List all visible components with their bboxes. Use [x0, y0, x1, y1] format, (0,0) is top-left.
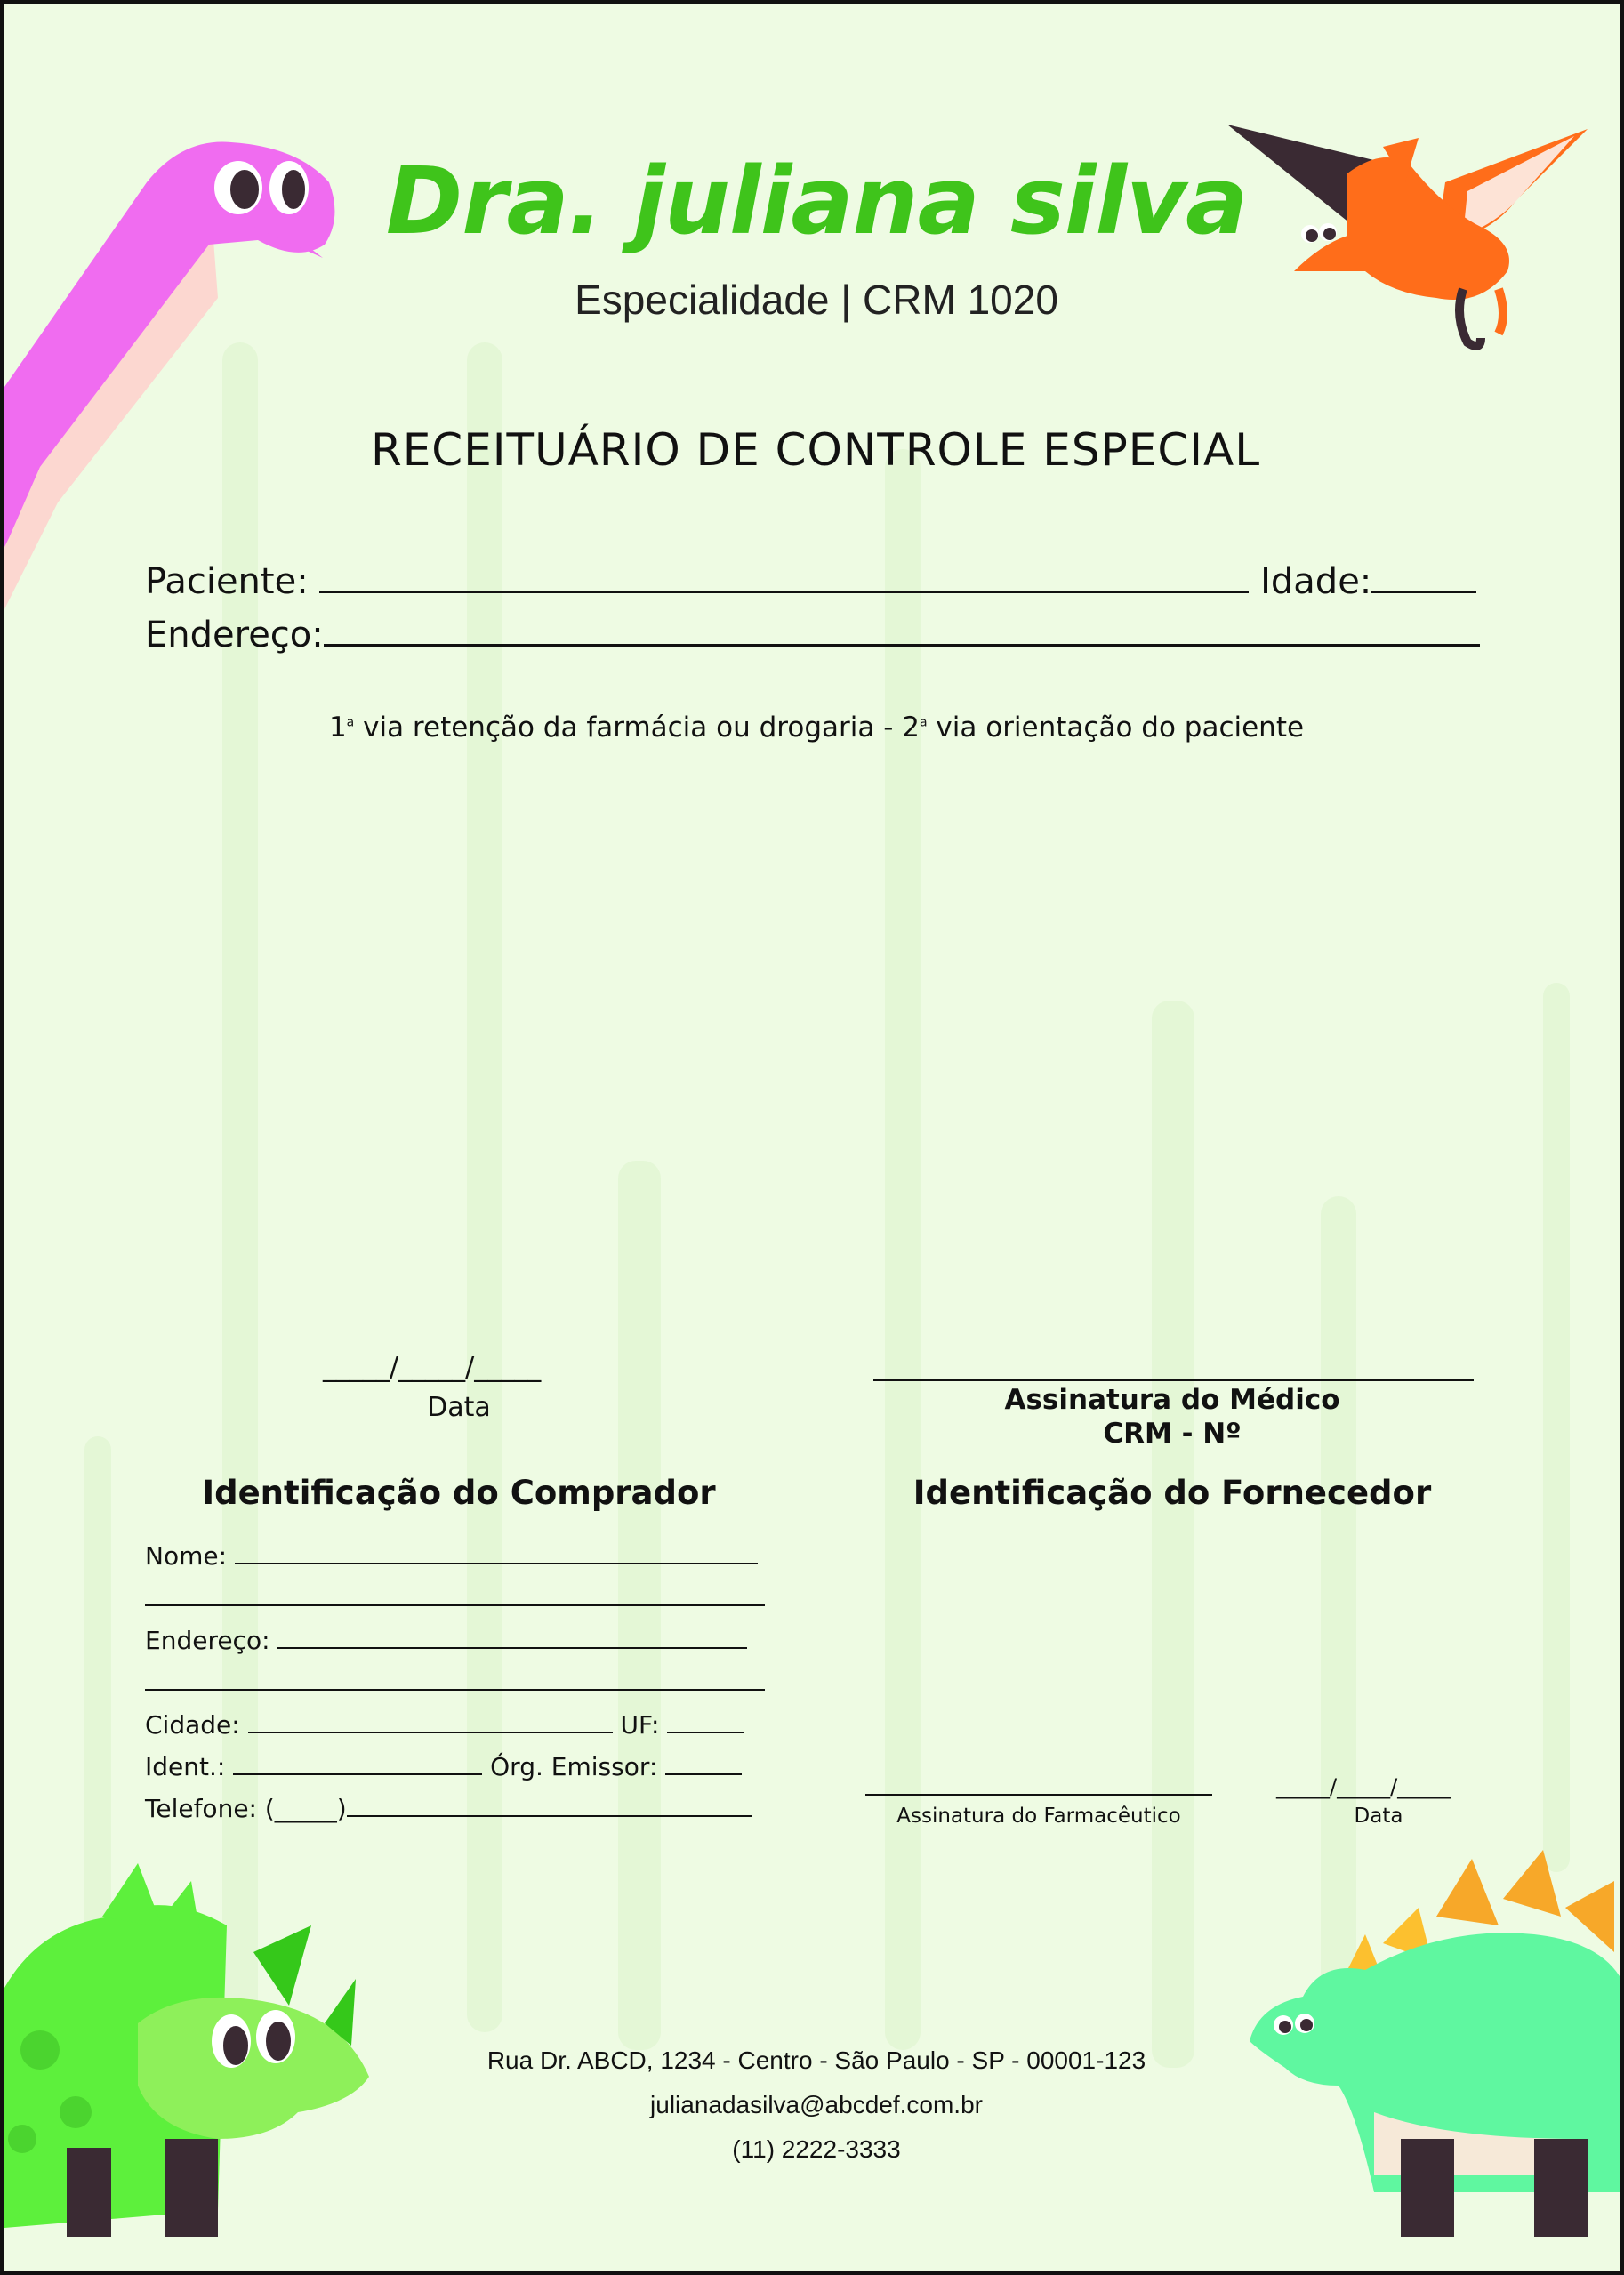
- doctor-signature-label: Assinatura do Médico CRM - Nº: [1004, 1384, 1340, 1450]
- buyer-address-row: Endereço:: [145, 1626, 747, 1655]
- patient-name-label: Paciente:: [145, 561, 309, 602]
- date-field[interactable]: _____/_____/_____: [323, 1352, 542, 1383]
- doctor-signature-line[interactable]: [873, 1379, 1474, 1381]
- buyer-city-row: Cidade: UF:: [145, 1710, 744, 1740]
- buyer-issuer-field[interactable]: [665, 1754, 742, 1775]
- via-note: 1$^a$ via retenção da farmácia ou drogaria - 2$^a$ via orientação do paciente: [328, 711, 1305, 744]
- patient-address-field[interactable]: [324, 619, 1480, 647]
- buyer-address-field-2[interactable]: [145, 1669, 765, 1691]
- footer-email: julianadasilva@abcdef.com.br: [650, 2091, 983, 2118]
- buyer-address-field[interactable]: [277, 1628, 747, 1649]
- patient-name-row: [145, 561, 1476, 602]
- buyer-phone-row: Telefone: (_____): [145, 1794, 752, 1823]
- supplier-heading: Identificação do Fornecedor: [912, 1474, 1432, 1512]
- patient-age-label: Idade:: [1260, 561, 1372, 602]
- prescription-title: RECEITUÁRIO DE CONTROLE ESPECIAL: [370, 424, 1261, 476]
- footer-phone: (11) 2222-3333: [732, 2135, 901, 2163]
- mint-stegosaurus-illustration: [1223, 1819, 1624, 2246]
- pharmacist-signature-line[interactable]: [865, 1794, 1212, 1796]
- supplier-date-label: Data: [1354, 1805, 1403, 1828]
- buyer-city-field[interactable]: [248, 1712, 613, 1733]
- buyer-heading: Identificação do Comprador: [202, 1474, 716, 1512]
- supplier-date-field[interactable]: _____/_____/_____: [1276, 1774, 1451, 1799]
- buyer-phone-field[interactable]: [347, 1796, 752, 1817]
- patient-name-field[interactable]: [319, 566, 1249, 593]
- buyer-name-field-2[interactable]: [145, 1585, 765, 1606]
- patient-address-row: [145, 615, 1480, 655]
- buyer-address-continuation: [145, 1668, 765, 1697]
- green-triceratops-illustration: [4, 1854, 396, 2246]
- doctor-name: Dra. juliana silva: [385, 147, 1248, 255]
- date-label: Data: [427, 1392, 491, 1423]
- crm-number-label: CRM - Nº: [1103, 1418, 1242, 1450]
- orange-pterodactyl-illustration: [1214, 111, 1605, 378]
- footer-address: Rua Dr. ABCD, 1234 - Centro - São Paulo - SP - 00001-123: [486, 2046, 1146, 2074]
- pharmacist-signature-label: Assinatura do Farmacêutico: [896, 1805, 1181, 1828]
- buyer-name-row: Nome:: [145, 1541, 758, 1571]
- patient-age-field[interactable]: [1371, 566, 1476, 593]
- buyer-ident-field[interactable]: [233, 1754, 482, 1775]
- buyer-uf-field[interactable]: [667, 1712, 744, 1733]
- patient-address-label: Endereço:: [145, 615, 324, 655]
- buyer-name-continuation: [145, 1583, 765, 1612]
- specialty-crm: Especialidade | CRM 1020: [575, 277, 1058, 323]
- buyer-ident-row: Ident.: Órg. Emissor:: [145, 1752, 742, 1781]
- pink-dinosaur-illustration: [4, 4, 360, 627]
- buyer-name-field[interactable]: [235, 1543, 758, 1564]
